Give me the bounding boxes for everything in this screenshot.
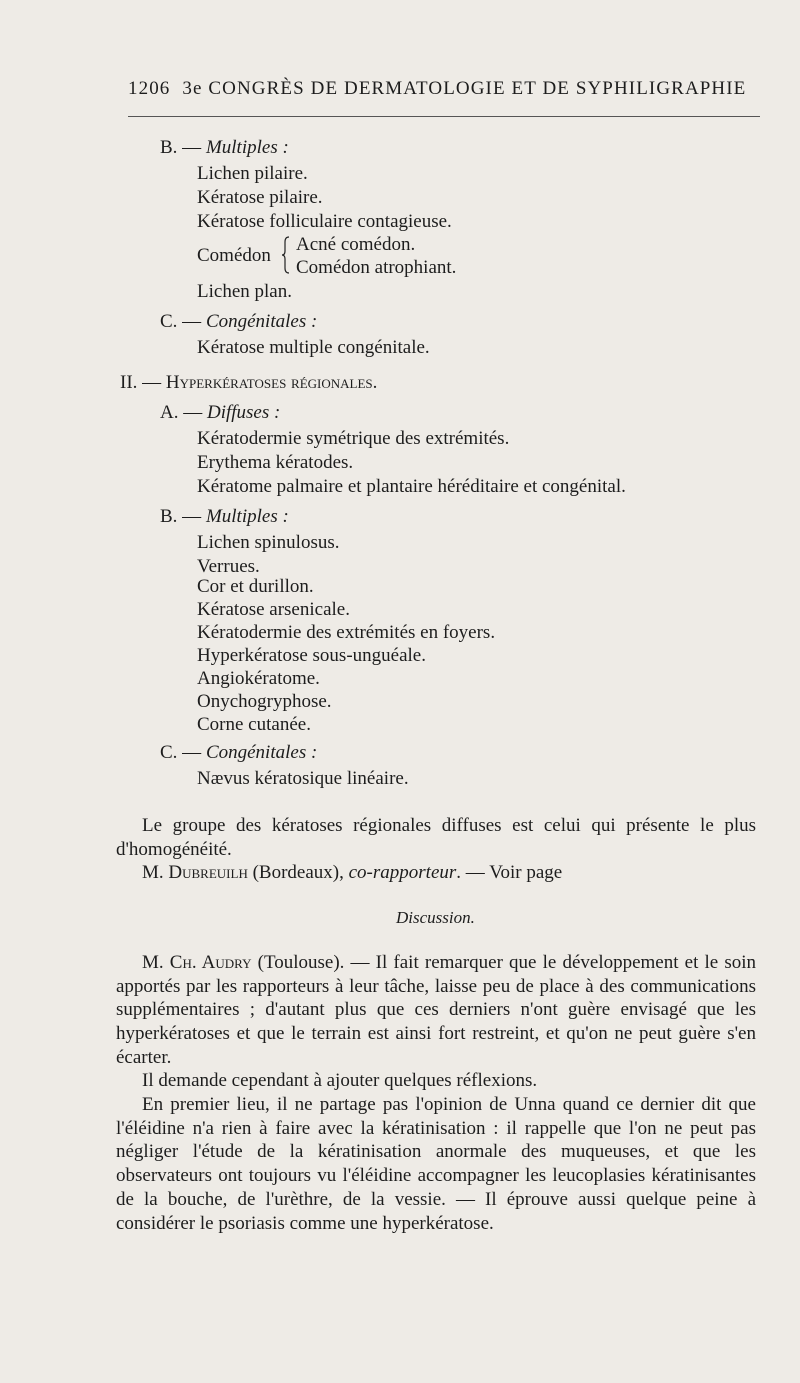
- list-item: Hyperkératose sous-unguéale.: [197, 645, 426, 666]
- list-item: Nævus kératosique linéaire.: [197, 768, 409, 789]
- list-item: Kératose pilaire.: [197, 187, 323, 208]
- subsection-c-heading: C. — Congénitales :: [160, 311, 318, 332]
- subsection-a-heading: A. — Diffuses :: [160, 402, 281, 423]
- paragraph: En premier lieu, il ne partage pas l'opinion de Unna quand ce dernier dit que l'éléidine n'a rien à faire avec la kératinisation : il rappelle que l'on ne peut pas négliger l'étude de la kératinisation anormale des muqueuses, et que les observateurs ont toujours vu l'éléidine accompagner les leucoplasies kératinisantes de la bouche, de l'urèthre, de la vessie. — Il éprouve aussi quelque peine à considérer le psoriasis comme une hyperkératose.: [116, 1094, 756, 1234]
- author-name: M. Dubreuilh: [142, 862, 248, 883]
- list-item: Cor et durillon.: [197, 576, 314, 597]
- paragraph: Le groupe des kératoses régionales diffuses est celui qui présente le plus d'homogénéité.: [116, 815, 756, 860]
- paragraph: Il demande cependant à ajouter quelques réflexions.: [142, 1070, 538, 1091]
- list-item: Corne cutanée.: [197, 714, 311, 735]
- list-item: Lichen spinulosus.: [197, 532, 340, 553]
- list-item: Lichen pilaire.: [197, 163, 308, 184]
- paragraph: M. Ch. Audry (Toulouse). — Il fait remarquer que le développement et le soin apportés par les rapporteurs à leur tâche, laisse peu de place à des communications supplémentaires ; d'autant plus que ces derniers n'ont guère envisagé que les hyperkératoses et que le terrain est ainsi fort restreint, et qu'on ne peut guère s'en écarter.: [116, 952, 757, 1068]
- header-rule: [128, 116, 760, 117]
- running-header: [128, 78, 758, 100]
- list-item: Angiokératome.: [197, 668, 320, 689]
- list-item: Kératose arsenicale.: [197, 599, 350, 620]
- list-item: Kératose folliculaire contagieuse.: [197, 211, 452, 232]
- list-item: Comédon atrophiant.: [296, 257, 457, 278]
- list-item: Kératodermie symétrique des extrémités.: [197, 428, 510, 449]
- section-ii-heading: II. — Hyperkératoses régionales.: [120, 372, 378, 393]
- brace-icon: [282, 236, 290, 274]
- page-number: 1206: [128, 78, 171, 99]
- comedon-label: Comédon: [197, 245, 271, 266]
- list-item: Erythema kératodes.: [197, 452, 354, 473]
- author-name: M. Ch. Audry: [142, 952, 252, 973]
- list-item: Kératome palmaire et plantaire héréditaire et congénital.: [197, 476, 626, 497]
- paragraph: M. Dubreuilh (Bordeaux), co-rapporteur. — Voir page: [142, 862, 563, 883]
- subsection-b-heading: B. — Multiples :: [160, 506, 289, 527]
- discussion-heading: Discussion.: [396, 908, 475, 927]
- subsection-c-heading: C. — Congénitales :: [160, 742, 318, 763]
- list-item: Onychogryphose.: [197, 691, 332, 712]
- subsection-b-heading: B. — Multiples :: [160, 137, 289, 158]
- list-item: Acné comédon.: [296, 234, 416, 255]
- list-item: Kératose multiple congénitale.: [197, 337, 430, 358]
- list-item: Lichen plan.: [197, 281, 292, 302]
- running-title: 3e CONGRÈS DE DERMATOLOGIE ET DE SYPHILIGRAPHIE: [182, 78, 747, 99]
- list-item: Kératodermie des extrémités en foyers.: [197, 622, 496, 643]
- list-item: Verrues.: [197, 556, 260, 577]
